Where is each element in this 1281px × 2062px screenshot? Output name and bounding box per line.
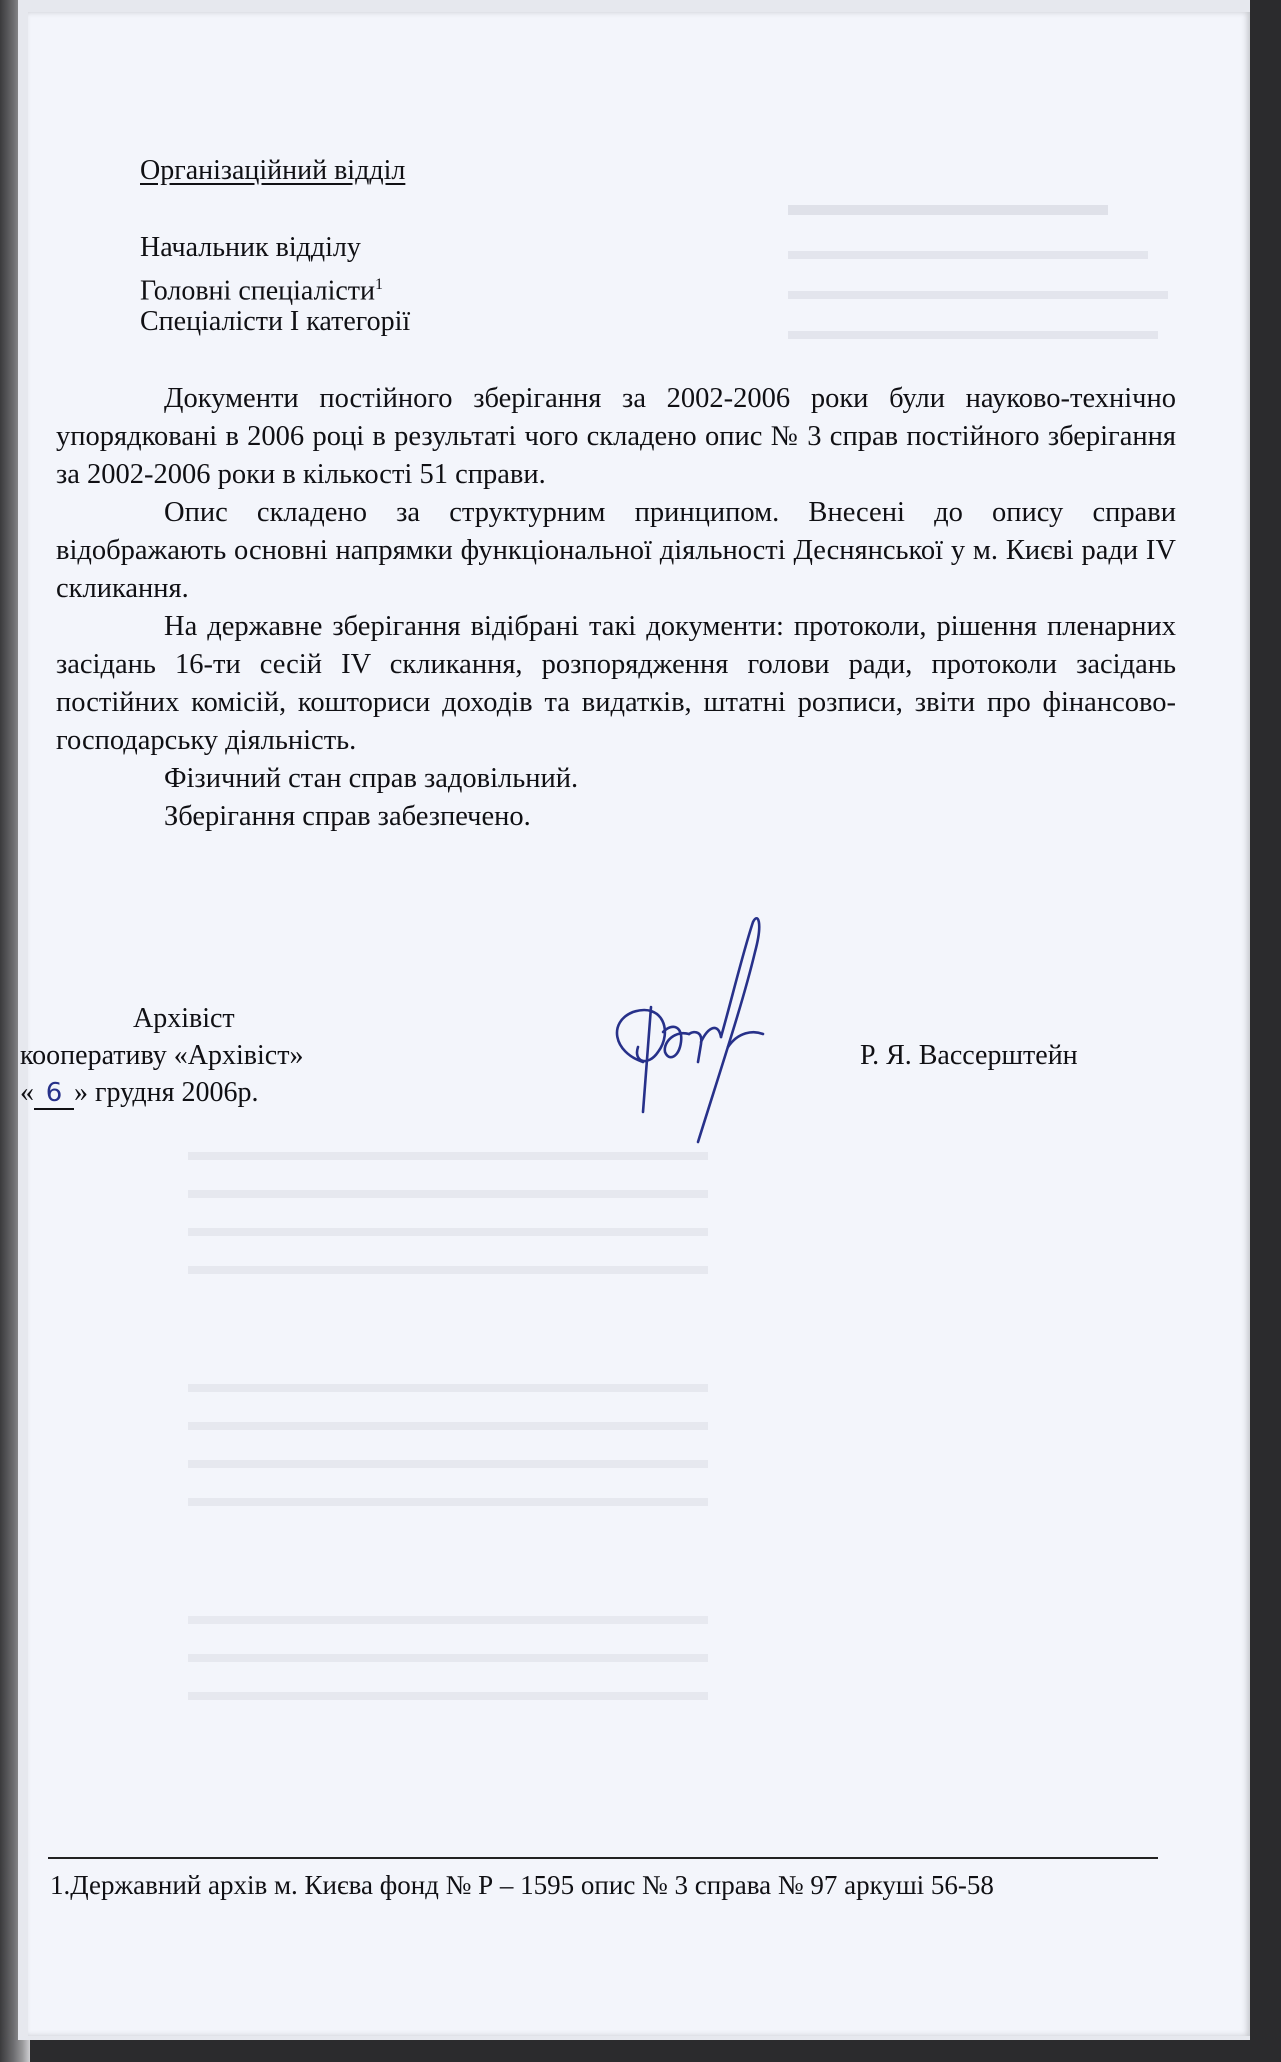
date-rest: » грудня 2006р. [74,1077,259,1108]
signature-date [20,1074,258,1111]
paragraph-structure: Опис складено за структурним принципом. Внесені до опису справи відображають основні напрямки функціональної діяльності Деснянської у м. Києві ради IV скликання. [56,497,1176,604]
staff-item-head: Начальник відділу [140,232,361,263]
signer-name: Р. Я. Вассерштейн [860,1040,1078,1071]
footnote-rule [48,1857,1158,1859]
handwritten-signature [603,912,773,1162]
date-open-quote: « [20,1077,34,1108]
staff-item-specialists: Спеціалісти І категорії [140,306,411,337]
show-through-table [188,1132,968,1832]
paragraph-condition: Фізичний стан справ задовільний. [164,763,579,794]
paragraph-storage: Зберігання справ забезпечено. [164,801,531,832]
date-day-handwritten: 6 [34,1078,74,1110]
document-page [20,12,1250,2036]
paragraph-documents: Документи постійного зберігання за 2002-2006 роки були науково-технічно упорядковані в 2006 році в результаті чого складено опис № 3 справ постійного зберігання за 2002-2006 роки в кількості 51 справи. [56,383,1176,490]
signer-title: Архівіст [133,1003,235,1034]
paragraph-selection: На державне зберігання відібрані такі документи: протоколи, рішення пленарних засідань 16-ти сесій IV скликання, розпорядження голови ради, протоколи засідань постійних комісій, кошториси доходів та видатків, штатні розписи, звіти про фінансово-господарську діяльність. [56,611,1176,756]
footnote-text: 1.Державний архів м. Києва фонд № Р – 1595 опис № 3 справа № 97 аркуші 56-58 [50,1870,994,1900]
signer-organization: кооперативу «Архівіст» [20,1040,304,1071]
section-heading: Організаційний відділ [140,155,406,186]
show-through-text [788,197,1208,397]
staff-item-label: Головні спеціалісти [140,275,375,307]
footnote-marker: 1 [375,276,383,293]
